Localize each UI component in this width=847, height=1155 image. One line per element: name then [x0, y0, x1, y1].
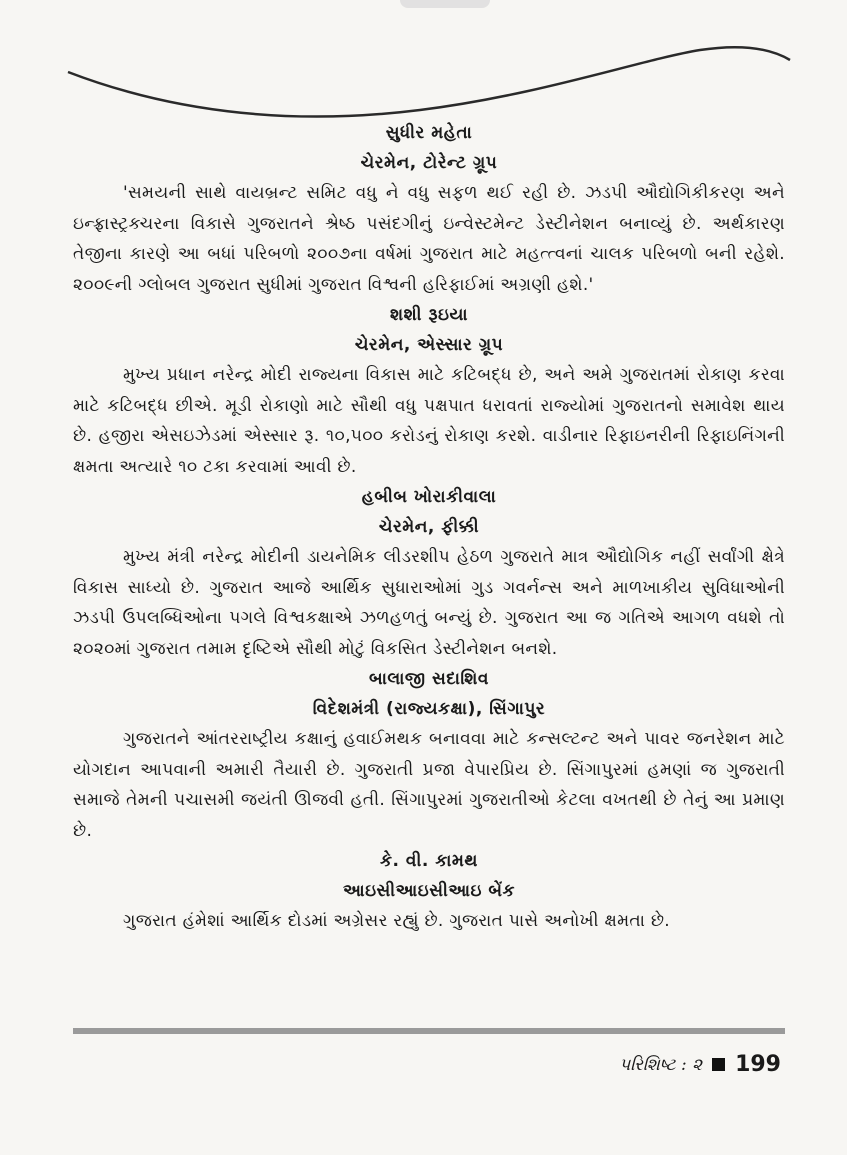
quote-paragraph: ગુજરાતને આંતરરાષ્ટ્રીય કક્ષાનું હવાઈમથક બનાવવા માટે કન્સલ્ટન્ટ અને પાવર જનરેશન માટે યોગદાન આપવાની અમારી તૈયારી છે. ગુજરાતી પ્રજા વેપારપ્રિય છે. સિંગાપુરમાં હમણાં જ ગુજરાતી સમાજે તેમની પચાસમી જયંતી ઊજવી હતી. સિંગાપુરમાં ગુજરાતીઓ કેટલા વખતથી છે તેનું આ પ્રમાણ છે.: [73, 729, 785, 841]
person-name: શશી રૂઇયા: [389, 305, 469, 325]
person-title: ચેરમેન, ટોરેન્ટ ગ્રૂપ: [360, 153, 498, 173]
person-title: વિદેશમંત્રી (રાજ્યકક્ષા), સિંગાપુર: [312, 699, 546, 719]
quote-paragraph: 'સમયની સાથે વાયબ્રન્ટ સમિટ વધુ ને વધુ સફળ થઈ રહી છે. ઝડપી ઔદ્યોગિકીકરણ અને ઇન્ફ્રાસ્ટ્રક્ચરના વિકાસે ગુજરાતને શ્રેષ્ઠ પસંદગીનું ઇન્વેસ્ટમેન્ટ ડેસ્ટીનેશન બનાવ્યું છે. અર્થકારણ તેજીના કારણે આ બધાં પરિબળો ૨૦૦૭ના વર્ષમાં ગુજરાત માટે મહત્ત્વનાં ચાલક પરિબળો બની રહેશે. ૨૦૦૯ની ગ્લોબલ ગુજરાત સુધીમાં ગુજરાત વિશ્વની હરિફાઈમાં અગ્રણી હશે.': [73, 183, 785, 295]
person-name: કે. વી. કામથ: [380, 851, 478, 871]
footer-divider: [73, 1028, 785, 1034]
entry-balaji-sadashiv: [73, 664, 785, 846]
quote-paragraph: મુખ્ય મંત્રી નરેન્દ્ર મોદીની ડાયનેમિક લીડરશીપ હેઠળ ગુજરાતે માત્ર ઔદ્યોગિક નહીં સર્વાંગી ક્ષેત્રે વિકાસ સાધ્યો છે. ગુજરાત આજે આર્થિક સુધારાઓમાં ગુડ ગવર્નન્સ અને માળખાકીય સુવિધાઓની ઝડપી ઉપલબ્ધિઓના પગલે વિશ્વકક્ષાએ ઝળહળતું બન્યું છે. ગુજરાત આ જ ગતિએ આગળ વધશે તો ૨૦૨૦માં ગુજરાત તમામ દૃષ્ટિએ સૌથી મોટું વિકસિત ડેસ્ટીનેશન બનશે.: [73, 547, 785, 659]
person-title: ચેરમેન, ફીક્કી: [378, 517, 480, 537]
entry-sudhir-maheta: [73, 118, 785, 300]
top-decoration: [400, 0, 490, 8]
main-content: [73, 118, 785, 937]
page-number: 199: [735, 1052, 781, 1077]
quote-paragraph: મુખ્ય પ્રધાન નરેન્દ્ર મોદી રાજ્યના વિકાસ માટે કટિબદ્ધ છે, અને અમે ગુજરાતમાં રોકાણ કરવા માટે કટિબદ્ધ છીએ. મૂડી રોકાણો માટે સૌથી વધુ પક્ષપાત ધરાવતાં રાજ્યોમાં ગુજરાતનો સમાવેશ થાય છે. હજીરા એસઇઝેડમાં એસ્સાર રૂ. ૧૦,૫૦૦ કરોડનું રોકાણ કરશે. વાડીનાર રિફાઇનરીની રિફાઇનિંગની ક્ષમતા અત્યારે ૧૦ ટકા કરવામાં આવી છે.: [73, 365, 785, 477]
person-name: બાલાજી સદાશિવ: [369, 669, 489, 689]
wave-decoration: [0, 20, 847, 130]
person-name: હબીબ ખોરાકીવાલા: [361, 487, 497, 507]
entry-shashi-ruia: [73, 300, 785, 482]
entry-kv-kamath: [73, 846, 785, 937]
person-title: આઇસીઆઇસીઆઇ બેંક: [342, 881, 515, 901]
appendix-label: પરિશિષ્ટ : ૨: [619, 1054, 703, 1075]
entry-habib-khorakiwala: [73, 482, 785, 664]
page-footer: [619, 1052, 781, 1077]
person-name: સુધીર મહેતા: [385, 123, 473, 143]
quote-paragraph: ગુજરાત હંમેશાં આર્થિક દોડમાં અગ્રેસર રહ્યું છે. ગુજરાત પાસે અનોખી ક્ષમતા છે.: [123, 911, 671, 931]
square-bullet-icon: [712, 1058, 725, 1071]
person-title: ચેરમેન, એસ્સાર ગ્રૂપ: [354, 335, 504, 355]
